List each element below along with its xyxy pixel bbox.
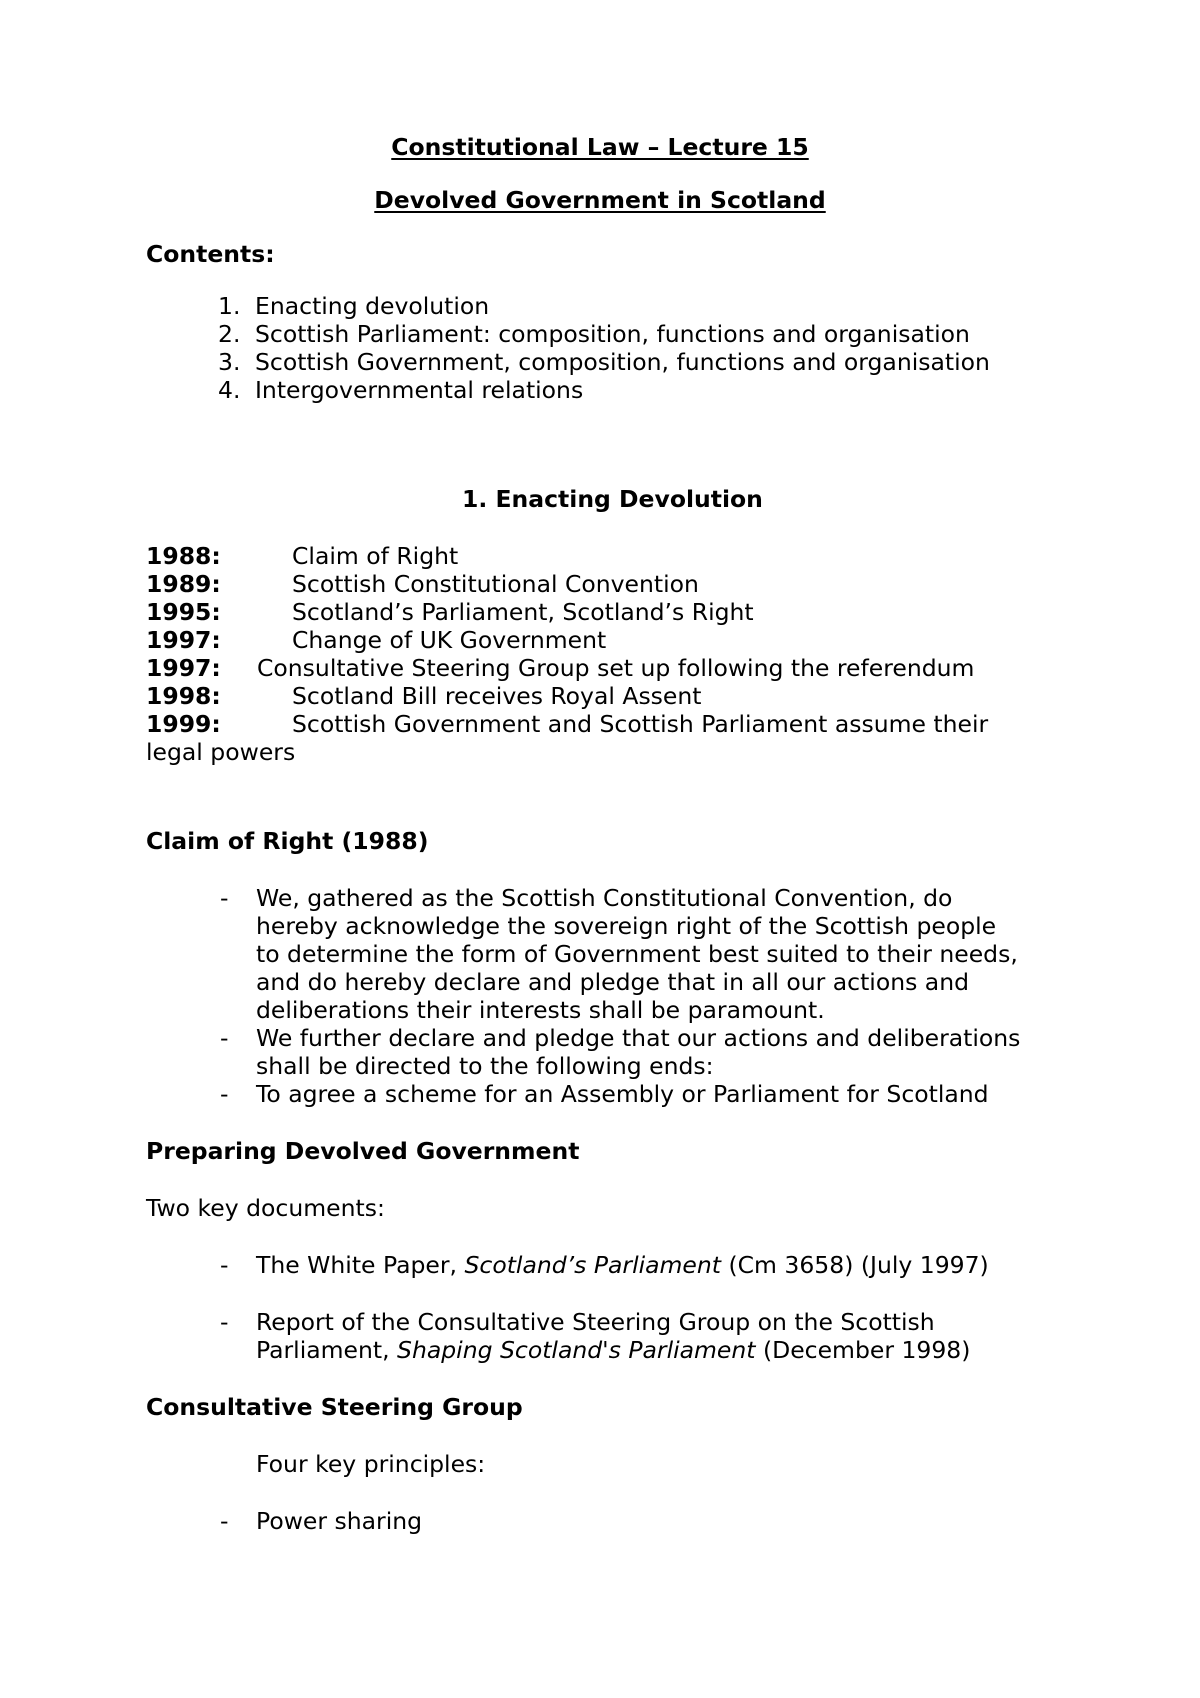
page-subtitle: Devolved Government in Scotland — [374, 186, 826, 214]
timeline-event-continuation: legal powers — [146, 738, 296, 766]
bullet-text: Report of the Consultative Steering Group on the Scottish — [256, 1308, 935, 1336]
timeline-event: Scottish Constitutional Convention — [292, 570, 699, 598]
section-heading: Claim of Right (1988) — [146, 827, 429, 855]
timeline-event: Scottish Government and Scottish Parliament assume their — [292, 710, 989, 738]
timeline-year: 1997: — [146, 626, 221, 654]
timeline-year: 1988: — [146, 542, 221, 570]
reference-text: The White Paper, — [256, 1251, 465, 1279]
timeline-year: 1995: — [146, 598, 221, 626]
timeline-event: Change of UK Government — [292, 626, 607, 654]
paragraph: Four key principles: — [256, 1450, 486, 1478]
bullet-text: Power sharing — [256, 1507, 423, 1535]
contents-item: Scottish Parliament: composition, functions and organisation — [255, 320, 970, 348]
document-reference — [256, 1336, 971, 1364]
bullet-text: We, gathered as the Scottish Constitutional Convention, do — [256, 884, 953, 912]
bullet-text: shall be directed to the following ends: — [256, 1052, 714, 1080]
bullet-marker: - — [220, 1308, 229, 1336]
contents-number: 4. — [218, 376, 241, 404]
reference-title: Shaping Scotland's Parliament — [397, 1336, 756, 1364]
reference-text: (Cm 3658) (July 1997) — [721, 1251, 989, 1279]
contents-number: 1. — [218, 292, 241, 320]
document-reference — [256, 1251, 989, 1279]
timeline-event: Claim of Right — [292, 542, 459, 570]
timeline-event: Consultative Steering Group set up following the referendum — [257, 654, 975, 682]
bullet-marker: - — [220, 1080, 229, 1108]
reference-text: (December 1998) — [755, 1336, 971, 1364]
contents-item: Enacting devolution — [255, 292, 490, 320]
reference-title: Scotland’s Parliament — [464, 1251, 721, 1279]
bullet-text: hereby acknowledge the sovereign right of the Scottish people — [256, 912, 997, 940]
contents-item: Scottish Government, composition, functions and organisation — [255, 348, 990, 376]
timeline-year: 1999: — [146, 710, 221, 738]
contents-number: 2. — [218, 320, 241, 348]
bullet-text: deliberations their interests shall be paramount. — [256, 996, 825, 1024]
timeline-year: 1998: — [146, 682, 221, 710]
timeline-event: Scotland Bill receives Royal Assent — [292, 682, 702, 710]
section-heading: 1. Enacting Devolution — [462, 485, 763, 513]
bullet-text: and do hereby declare and pledge that in all our actions and — [256, 968, 970, 996]
contents-item: Intergovernmental relations — [255, 376, 584, 404]
timeline-year: 1989: — [146, 570, 221, 598]
bullet-text: To agree a scheme for an Assembly or Parliament for Scotland — [256, 1080, 989, 1108]
bullet-marker: - — [220, 1507, 229, 1535]
bullet-marker: - — [220, 1024, 229, 1052]
timeline-event: Scotland’s Parliament, Scotland’s Right — [292, 598, 754, 626]
section-heading: Preparing Devolved Government — [146, 1137, 580, 1165]
section-heading: Consultative Steering Group — [146, 1393, 523, 1421]
timeline-year: 1997: — [146, 654, 221, 682]
contents-number: 3. — [218, 348, 241, 376]
bullet-marker: - — [220, 1251, 229, 1279]
page-title: Constitutional Law – Lecture 15 — [391, 133, 809, 161]
paragraph: Two key documents: — [146, 1194, 385, 1222]
bullet-marker: - — [220, 884, 229, 912]
bullet-text: We further declare and pledge that our actions and deliberations — [256, 1024, 1021, 1052]
contents-heading: Contents: — [146, 240, 275, 268]
bullet-text: to determine the form of Government best suited to their needs, — [256, 940, 1018, 968]
reference-text: Parliament, — [256, 1336, 398, 1364]
